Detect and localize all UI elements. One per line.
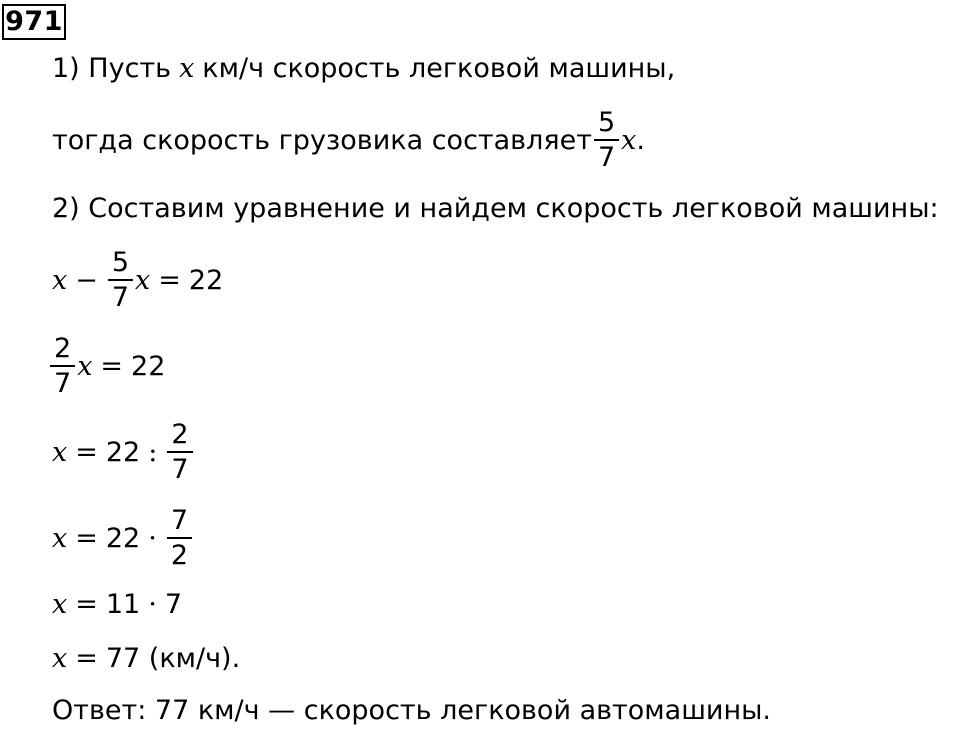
minus-sign: − (75, 264, 98, 296)
equation-6 (52, 638, 240, 678)
equation-2 (52, 330, 165, 402)
equals-sign: = (75, 588, 98, 620)
step2-title (52, 188, 939, 228)
fraction-5-7 (596, 109, 617, 171)
variable-x: x (52, 642, 68, 674)
division-sign: : (148, 436, 158, 468)
rhs-value: 22 (188, 264, 224, 296)
equals-sign: = (100, 350, 124, 382)
multiplication-sign: · (148, 522, 157, 554)
value-22: 22 (105, 436, 141, 468)
equation-5 (52, 584, 182, 624)
step2-title-text: 2) Составим уравнение и найдем скорость легковой машины: (52, 192, 939, 224)
fraction-numerator: 7 (170, 505, 188, 536)
equation-1 (52, 244, 223, 316)
variable-x: x (179, 52, 195, 84)
fraction-numerator: 2 (54, 333, 72, 364)
answer-text: Ответ: 77 км/ч — скорость легковой автомашины. (52, 694, 772, 726)
step1-text-post: км/ч скорость легковой машины, (202, 52, 676, 84)
fraction-denominator: 7 (167, 451, 192, 483)
fraction-denominator: 7 (108, 279, 133, 311)
fraction-denominator: 2 (167, 537, 192, 569)
step1-line1 (52, 48, 675, 88)
value-7: 7 (164, 588, 182, 620)
variable-x: x (52, 264, 68, 296)
variable-x: x (52, 436, 68, 468)
equals-sign: = (75, 642, 98, 674)
equation-4 (52, 502, 194, 574)
fraction-numerator: 5 (597, 107, 616, 138)
fraction-numerator: 2 (171, 419, 189, 450)
value-22: 22 (105, 522, 141, 554)
fraction-2-7 (169, 421, 190, 483)
variable-x: x (52, 522, 68, 554)
fraction-5-7 (110, 249, 131, 311)
equals-sign: = (158, 264, 181, 296)
result-value: 77 (км/ч). (105, 642, 241, 674)
variable-x: x (52, 588, 68, 620)
equation-3 (52, 416, 195, 488)
value-11: 11 (105, 588, 141, 620)
equals-sign: = (75, 436, 98, 468)
variable-x: x (621, 124, 637, 156)
step1-line2 (52, 104, 645, 176)
fraction-7-2 (169, 507, 190, 569)
equals-sign: = (75, 522, 98, 554)
step1-text-pre: 1) Пусть (52, 52, 172, 84)
step1-line2-text: тогда скорость грузовика составляет (52, 124, 592, 156)
multiplication-sign: · (148, 588, 157, 620)
period: . (636, 124, 645, 156)
answer-line (52, 690, 771, 730)
problem-number: 971 (2, 4, 66, 40)
fraction-denominator: 7 (594, 139, 619, 171)
rhs-value: 22 (131, 350, 166, 382)
variable-x: x (135, 264, 151, 296)
fraction-denominator: 7 (50, 365, 75, 397)
fraction-2-7 (52, 335, 73, 397)
variable-x: x (77, 350, 93, 382)
fraction-numerator: 5 (111, 247, 130, 278)
